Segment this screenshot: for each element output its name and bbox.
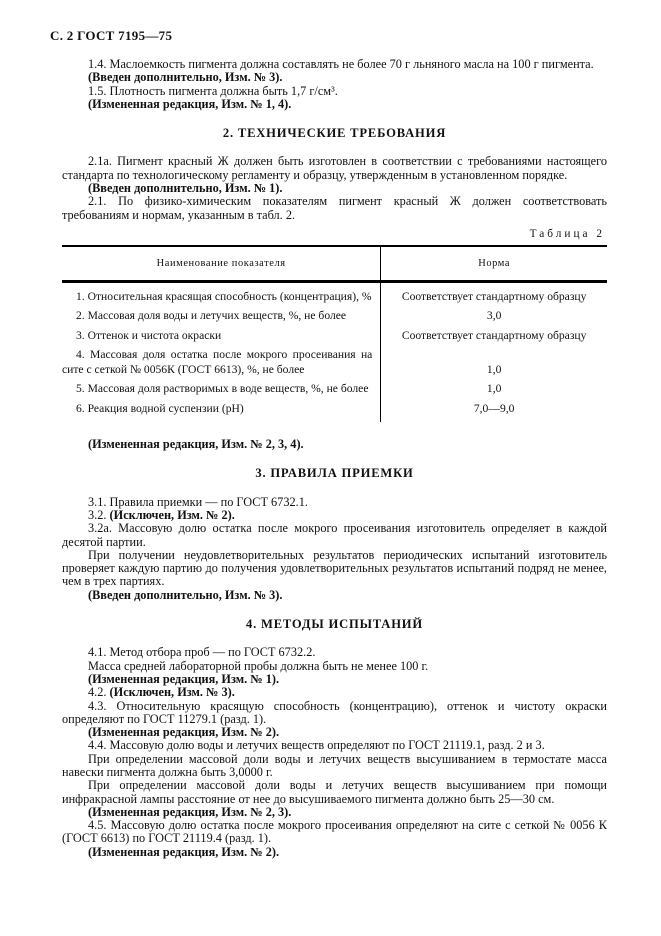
paragraph: При определении массовой доли воды и летучих веществ высушиванием в термостате масса навески пигмента должна быть 3,0000 г. — [62, 751, 607, 779]
section-heading: 2. ТЕХНИЧЕСКИЕ ТРЕБОВАНИЯ — [222, 126, 447, 141]
indicator-cell: 2. Массовая доля воды и летучих веществ, %, не более — [62, 307, 381, 327]
amendment-note: (Введен дополнительно, Изм. № 1). — [88, 181, 283, 196]
table-row — [62, 399, 607, 422]
norm-cell: Соответствует стандартному образцу — [401, 289, 587, 303]
table-row — [62, 380, 607, 400]
paragraph: 3.1. Правила приемки — по ГОСТ 6732.1. — [88, 494, 308, 509]
amendment-note: (Введен дополнительно, Изм. № 3). — [88, 587, 283, 602]
paragraph: 1.4. Маслоемкость пигмента должна составлять не более 70 г льняного масла на 100 г пигмента. — [88, 57, 594, 71]
amendment-note: (Измененная редакция, Изм. № 2). — [88, 844, 280, 859]
clause-number: 4.2. — [88, 685, 110, 700]
amendment-note: (Измененная редакция, Изм. № 2, 3). — [88, 804, 292, 819]
section-heading: 4. МЕТОДЫ ИСПЫТАНИЙ — [246, 617, 423, 632]
table-row — [62, 326, 607, 346]
norm-cell: 1,0 — [486, 382, 502, 396]
column-header-indicator: Наименование показателя — [62, 246, 381, 281]
table-row — [62, 307, 607, 327]
clause-number: 3.2. — [88, 507, 110, 522]
indicator-cell: 4. Массовая доля остатка после мокрого просеивания на сите с сеткой № 0056К (ГОСТ 6613), %, не более — [62, 346, 381, 380]
norm-cell: Соответствует стандартному образцу — [401, 328, 587, 342]
paragraph: 4.4. Массовую долю воды и летучих веществ определяют по ГОСТ 21119.1, разд. 2 и 3. — [88, 738, 545, 753]
table-row — [62, 346, 607, 380]
section-heading: 3. ПРАВИЛА ПРИЕМКИ — [255, 466, 414, 481]
table-row — [62, 281, 607, 307]
indicator-cell: 3. Оттенок и чистота окраски — [62, 326, 381, 346]
indicator-cell: 5. Массовая доля растворимых в воде веществ, %, не более — [62, 380, 381, 400]
document-body — [62, 58, 607, 859]
paragraph: 2.1а. Пигмент красный Ж должен быть изготовлен в соответствии с требованиями настоящего стандарта по технологическому регламенту и образцу, утвержденным в установленном порядке. — [62, 154, 607, 182]
paragraph: 4.3. Относительную красящую способность (концентрацию), оттенок и чистоту окраски определяют по ГОСТ 11279.1 (разд. 1). — [62, 698, 607, 726]
amendment-note: (Измененная редакция, Изм. № 1). — [88, 671, 280, 686]
indicator-cell: 6. Реакция водной суспензии (рН) — [62, 399, 381, 422]
paragraph: 1.5. Плотность пигмента должна быть 1,7 г/см³. — [88, 83, 338, 98]
table-header-row — [62, 246, 607, 281]
paragraph: При получении неудовлетворительных результатов периодических испытаний изготовитель проверяет каждую партию до получения удовлетворительных результатов испытаний подряд не менее, чем в трех партиях. — [62, 547, 607, 589]
table-caption: Таблица 2 — [529, 227, 605, 240]
paragraph: 4.1. Метод отбора проб — по ГОСТ 6732.2. — [88, 645, 316, 660]
amendment-note: (Измененная редакция, Изм. № 2, 3, 4). — [88, 437, 304, 452]
norm-cell: 7,0—9,0 — [473, 401, 515, 415]
excluded-note: (Исключен, Изм. № 2). — [109, 507, 235, 522]
paragraph: Масса средней лабораторной пробы должна быть не менее 100 г. — [88, 658, 429, 673]
paragraph: При определении массовой доли воды и летучих веществ высушиванием при помощи инфракрасной лампы расстояние от нее до высушиваемого пигмента должно быть 25—30 см. — [62, 778, 607, 806]
running-header: С. 2 ГОСТ 7195—75 — [50, 28, 173, 43]
norm-cell: 1,0 — [486, 362, 502, 376]
norm-cell: 3,0 — [486, 309, 502, 323]
paragraph — [62, 509, 607, 522]
column-header-norm: Норма — [381, 246, 607, 281]
excluded-note: (Исключен, Изм. № 3). — [109, 685, 235, 700]
paragraph: 3.2а. Массовую долю остатка после мокрого просеивания изготовитель определяет в каждой десятой партии. — [62, 521, 607, 549]
amendment-note: (Введен дополнительно, Изм. № 3). — [88, 70, 283, 85]
paragraph — [62, 686, 607, 699]
indicator-cell: 1. Относительная красящая способность (концентрация), % — [62, 281, 381, 307]
paragraph: 4.5. Массовую долю остатка после мокрого просеивания определяют на сите с сеткой № 0056 К (ГОСТ 6613) по ГОСТ 21119.4 (разд. 1). — [62, 818, 607, 846]
amendment-note: (Измененная редакция, Изм. № 1, 4). — [88, 96, 292, 111]
paragraph: 2.1. По физико-химическим показателям пигмент красный Ж должен соответствовать требованиям и нормам, указанным в табл. 2. — [62, 194, 607, 222]
amendment-note: (Измененная редакция, Изм. № 2). — [88, 725, 280, 740]
spec-table — [62, 245, 607, 422]
